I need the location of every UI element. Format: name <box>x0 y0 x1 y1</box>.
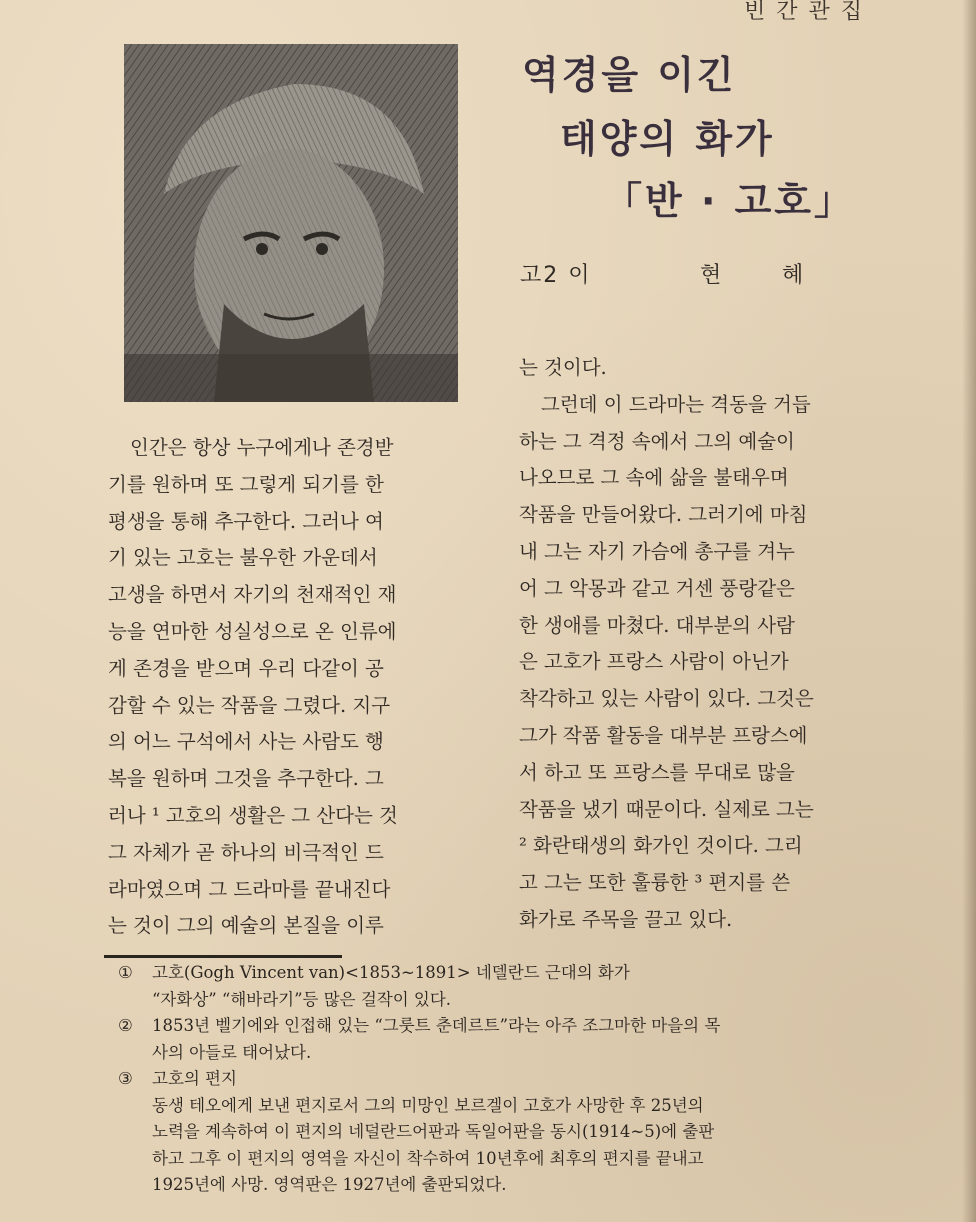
footnote-3-body-line: 동생 테오에게 보낸 편지로서 그의 미망인 보르겔이 고호가 사망한 후 25년의 <box>152 1095 704 1115</box>
footnote-3-body-line: 하고 그후 이 편지의 영역을 자신이 착수하여 10년후에 최후의 편지를 끝내고 <box>152 1148 704 1168</box>
body-line: 능을 연마한 성실성으로 온 인류에 <box>108 619 397 643</box>
body-text-right-column <box>519 350 891 939</box>
body-line: 그런데 이 드라마는 격동을 거듭 <box>541 392 811 416</box>
body-line: 고 그는 또한 훌륭한 ³ 편지를 쓴 <box>519 871 791 895</box>
body-line: 그가 작품 활동을 대부분 프랑스에 <box>519 723 808 747</box>
author-grade: 고2 이 <box>520 263 592 288</box>
body-line: 서 하고 또 프랑스를 무대로 많을 <box>519 760 795 784</box>
footnote-2-continuation: 사의 아들로 태어났다. <box>152 1042 312 1062</box>
body-line: 고생을 하면서 자기의 천재적인 재 <box>108 583 397 607</box>
body-line: 어 그 악몽과 같고 거센 풍랑같은 <box>519 576 795 600</box>
body-line: 인간은 항상 누구에게나 존경받 <box>130 436 394 459</box>
footnote-2-line <box>118 1013 908 1040</box>
van-gogh-portrait-image <box>124 44 458 402</box>
body-line: 는 것이다. <box>519 356 607 379</box>
body-line: 작품을 냈기 때문이다. 실제로 그는 <box>519 797 814 821</box>
body-line: 는 것이 그의 예술의 본질을 이루 <box>108 914 384 938</box>
body-line: ² 화란태생의 화가인 것이다. 그리 <box>519 834 803 858</box>
footnote-3-body-line: 1925년에 사망. 영역판은 1927년에 출판되었다. <box>152 1175 507 1194</box>
body-line: 한 생애를 마쳤다. 대부분의 사람 <box>519 613 795 637</box>
footnote-3-body-line: 노력을 계속하여 이 편지의 네덜란드어판과 독일어판을 동시(1914~5)에 출판 <box>152 1122 715 1141</box>
article-title-line-2: 태양의 화가 <box>560 117 775 161</box>
body-line: 은 고호가 프랑스 사람이 아닌가 <box>519 650 789 674</box>
footnote-1-number: ① <box>118 963 133 982</box>
article-title-line-1: 역경을 이긴 <box>522 53 737 97</box>
footnotes-section <box>118 960 908 1199</box>
body-line: 기 있는 고호는 불우한 가운데서 <box>108 546 378 570</box>
body-line: 나오므로 그 속에 삶을 불태우며 <box>519 466 789 490</box>
author-name-last: 혜 <box>782 263 804 288</box>
article-title-line-3: 「반 · 고호」 <box>604 179 856 223</box>
body-line: 내 그는 자기 가슴에 총구를 겨누 <box>519 539 795 563</box>
body-line: 감할 수 있는 작품을 그렸다. 지구 <box>108 693 391 717</box>
body-text-left-column <box>108 430 480 945</box>
footnote-3-line <box>118 1066 908 1093</box>
body-line: 의 어느 구석에서 사는 사람도 행 <box>108 730 384 754</box>
body-line: 화가로 주목을 끌고 있다. <box>519 907 733 931</box>
body-line: 게 존경을 받으며 우리 다같이 공 <box>108 656 384 680</box>
page-edge-shadow <box>962 0 976 1222</box>
body-line: 착각하고 있는 사람이 있다. 그것은 <box>519 687 814 711</box>
body-line: 하는 그 격정 속에서 그의 예술이 <box>519 429 795 453</box>
footnote-1-text: 고호(Gogh Vincent van)<1853~1891> 네델란드 근대의 화가 <box>152 963 630 982</box>
footnote-2-number: ② <box>118 1016 133 1035</box>
footnote-1-line <box>118 960 908 987</box>
body-line: 기를 원하며 또 그렇게 되기를 한 <box>108 472 384 496</box>
footnote-3-heading: 고호의 편지 <box>152 1069 237 1088</box>
body-line: 러나 ¹ 고호의 생활은 그 산다는 것 <box>108 803 398 827</box>
footnote-3-number: ③ <box>118 1069 133 1088</box>
body-line: 그 자체가 곧 하나의 비극적인 드 <box>108 840 384 864</box>
footnote-divider <box>104 955 342 958</box>
footnote-2-text: 1853년 벨기에와 인접해 있는 “그룻트 춘데르트”라는 아주 조그마한 마을의 목 <box>152 1016 721 1035</box>
body-line: 작품을 만들어왔다. 그러기에 마침 <box>519 503 808 527</box>
author-name-middle: 현 <box>700 263 722 288</box>
footnote-1-continuation: “자화상” “해바라기”등 많은 걸작이 있다. <box>152 989 452 1009</box>
body-line: 복을 원하며 그것을 추구한다. 그 <box>108 767 384 791</box>
body-line: 라마였으며 그 드라마를 끝내진다 <box>108 877 391 901</box>
page-header-marks: 빈 간 관 집 <box>744 0 864 24</box>
body-line: 평생을 통해 추구한다. 그러나 여 <box>108 509 384 533</box>
